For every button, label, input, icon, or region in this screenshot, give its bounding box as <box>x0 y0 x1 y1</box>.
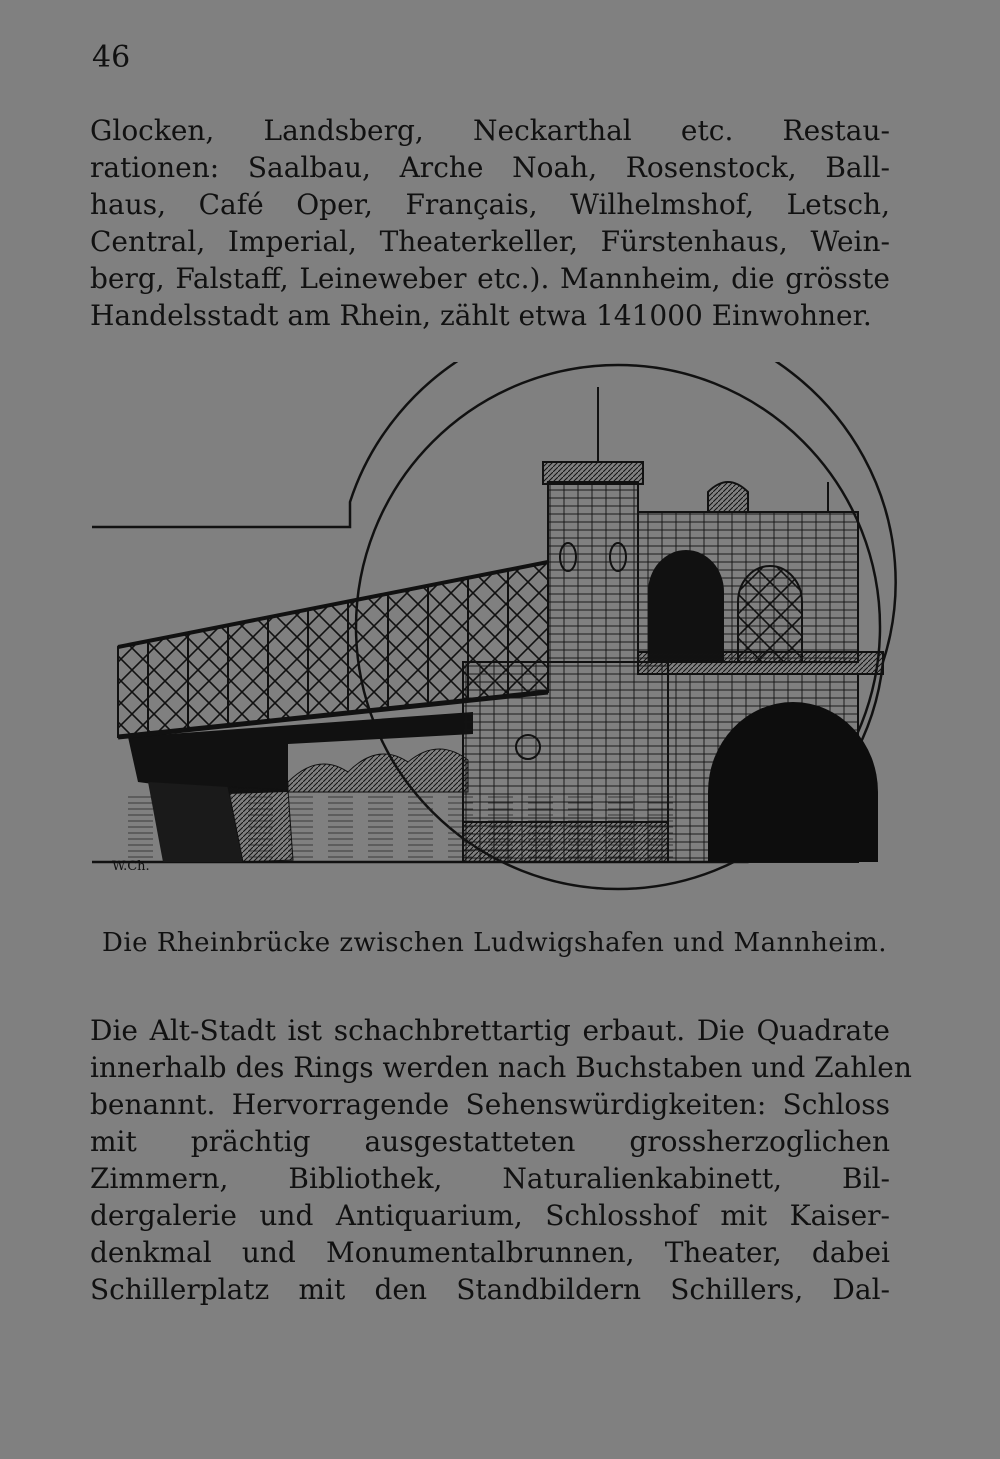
figure-caption: Die Rheinbrücke zwischen Ludwigshafen und Mannheim. <box>102 928 888 958</box>
text-line: benannt. Hervorragende Sehenswürdigkeiten: Schloss <box>90 1088 890 1121</box>
text-line: Central, Imperial, Theaterkeller, Fürstenhaus, Wein- <box>90 225 890 258</box>
tower-upper <box>548 482 638 662</box>
text-line: Glocken, Landsberg, Neckarthal etc. Restau- <box>90 114 890 147</box>
trees <box>288 749 468 792</box>
gallery-arch <box>738 566 802 662</box>
text-line: mit prächtig ausgestatteten grossherzoglichen <box>90 1125 890 1158</box>
tower-cornice <box>543 462 643 484</box>
text-line: berg, Falstaff, Leineweber etc.). Mannheim, die grösste <box>90 262 890 295</box>
pier <box>148 782 243 862</box>
text-line: haus, Café Oper, Français, Wilhelmshof, Letsch, <box>90 188 890 221</box>
text-line: rationen: Saalbau, Arche Noah, Rosenstock, Ball- <box>90 151 890 184</box>
engraver-signature: W.Ch. <box>112 859 150 874</box>
crest-ornament <box>708 482 748 512</box>
tower-foundation <box>463 822 668 862</box>
text-line: innerhalb des Rings werden nach Buchstaben und Zahlen <box>90 1051 912 1084</box>
gallery-arch <box>648 550 724 662</box>
text-line: Die Alt-Stadt ist schachbrettartig erbaut. Die Quadrate <box>90 1014 890 1047</box>
text-line: denkmal und Monumentalbrunnen, Theater, dabei <box>90 1236 890 1269</box>
balustrade <box>638 652 883 674</box>
text-line: dergalerie und Antiquarium, Schlosshof mit Kaiser- <box>90 1199 890 1232</box>
page-number: 46 <box>92 40 131 75</box>
paragraph-bottom <box>90 1012 912 1308</box>
bridge-illustration <box>88 362 898 892</box>
text-line: Zimmern, Bibliothek, Naturalienkabinett, Bil- <box>90 1162 890 1195</box>
bridge-engraving <box>88 362 898 892</box>
text-line: Schillerplatz mit den Standbildern Schillers, Dal- <box>90 1273 890 1306</box>
text-line: Handelsstadt am Rhein, zählt etwa 141000 Einwohner. <box>90 299 872 332</box>
paragraph-top <box>90 112 890 334</box>
